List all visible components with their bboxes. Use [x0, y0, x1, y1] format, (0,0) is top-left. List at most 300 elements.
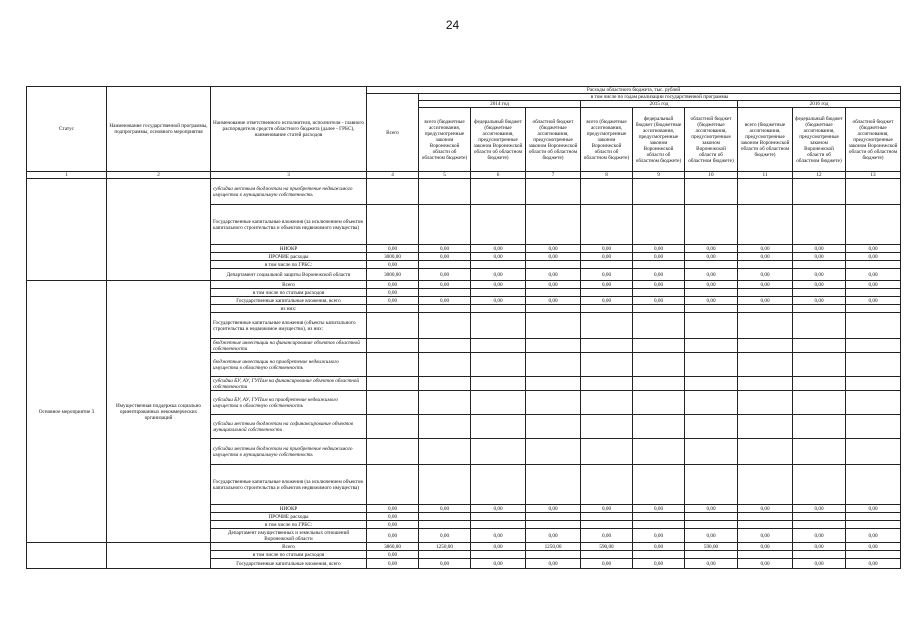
value-cell [846, 205, 901, 245]
value-cell [633, 513, 685, 521]
row-label: НИОКР [211, 505, 367, 513]
value-cell [526, 289, 581, 297]
value-cell: 0,00 [419, 297, 471, 305]
value-cell [846, 465, 901, 505]
value-cell [526, 415, 581, 439]
hdr-col-all: всего (бюджетные ассигнования, предусмотренные законом Воронежской области об областном бюджете) [738, 108, 793, 172]
value-cell: 0,00 [367, 559, 419, 569]
row-label: НИОКР [211, 245, 367, 253]
value-cell: 0,00 [633, 245, 685, 253]
value-cell: 0,00 [633, 297, 685, 305]
value-cell: 0,00 [419, 245, 471, 253]
value-cell: 3000,00 [367, 269, 419, 281]
value-cell [471, 179, 526, 205]
value-cell: 0,00 [738, 505, 793, 513]
row-label: из них: [211, 305, 367, 313]
hdr-year-2016: 2016 год [738, 101, 901, 108]
col-number: 3 [211, 172, 367, 179]
value-cell [581, 551, 633, 559]
value-cell [419, 179, 471, 205]
value-cell [419, 521, 471, 529]
value-cell [471, 313, 526, 339]
value-cell: 0,00 [793, 253, 846, 261]
value-cell [633, 289, 685, 297]
value-cell [793, 261, 846, 269]
value-cell: 0,00 [685, 269, 738, 281]
value-cell [419, 465, 471, 505]
value-cell: 0,00 [738, 281, 793, 289]
value-cell [793, 377, 846, 391]
value-cell: 0,00 [846, 269, 901, 281]
row-label: в том числе по статьям расходов [211, 289, 367, 297]
value-cell [685, 415, 738, 439]
value-cell [738, 339, 793, 353]
row-label: субсидии местным бюджетам на приобретение недвижимого имущества в муниципальную собственность [211, 439, 367, 465]
value-cell: 0,00 [738, 245, 793, 253]
row-label: бюджетные инвестиции на приобретение недвижимого имущества в областную собственность [211, 353, 367, 377]
value-cell: 0,00 [581, 253, 633, 261]
value-cell [846, 289, 901, 297]
value-cell [846, 313, 901, 339]
row-label: субсидии БУ, АУ, ГУПам на приобретение недвижимого имущества в областную собственность [211, 391, 367, 415]
value-cell [793, 313, 846, 339]
value-cell [471, 305, 526, 313]
value-cell: 0,00 [738, 269, 793, 281]
value-cell [526, 391, 581, 415]
row-label: в том числе по статьям расходов [211, 551, 367, 559]
value-cell [471, 551, 526, 559]
value-cell: 0,00 [581, 559, 633, 569]
hdr-col-fed: федеральный бюджет (бюджетные ассигнования, предусмотренные законом Воронежской области об областном бюджете) [633, 108, 685, 172]
value-cell: 0,00 [685, 281, 738, 289]
value-cell [526, 377, 581, 391]
value-cell [471, 353, 526, 377]
value-cell [846, 521, 901, 529]
value-cell [633, 205, 685, 245]
value-cell: 0,00 [793, 529, 846, 543]
value-cell [471, 513, 526, 521]
event-name: Имущественная поддержка социально ориентированных некоммерческих организаций [107, 281, 211, 543]
value-cell [581, 313, 633, 339]
value-cell: 0,00 [471, 297, 526, 305]
hdr-year-2015: 2015 год [581, 101, 738, 108]
value-cell [419, 313, 471, 339]
value-cell: 0,00 [793, 559, 846, 569]
value-cell: 0,00 [367, 505, 419, 513]
value-cell [367, 465, 419, 505]
value-cell: 0,00 [367, 551, 419, 559]
value-cell: 0,00 [526, 559, 581, 569]
table-row [27, 179, 901, 205]
col-number: 13 [846, 172, 901, 179]
value-cell [526, 513, 581, 521]
value-cell [367, 339, 419, 353]
value-cell: 0,00 [685, 505, 738, 513]
hdr-top: Расходы областного бюджета, тыс. рублей [367, 87, 901, 94]
value-cell [526, 439, 581, 465]
value-cell [685, 391, 738, 415]
value-cell: 0,00 [367, 513, 419, 521]
value-cell [419, 415, 471, 439]
value-cell: 0,00 [846, 505, 901, 513]
value-cell: 0,00 [471, 269, 526, 281]
value-cell [471, 377, 526, 391]
value-cell: 0,00 [846, 253, 901, 261]
value-cell [581, 465, 633, 505]
blank-cell [27, 543, 107, 569]
value-cell [685, 305, 738, 313]
value-cell [633, 521, 685, 529]
value-cell [738, 439, 793, 465]
value-cell: 0,00 [793, 269, 846, 281]
column-numbers [27, 172, 901, 179]
value-cell [581, 391, 633, 415]
value-cell [471, 261, 526, 269]
value-cell [738, 551, 793, 559]
row-label: Всего [211, 281, 367, 289]
row-label: ПРОЧИЕ расходы [211, 513, 367, 521]
value-cell: 0,00 [738, 543, 793, 551]
value-cell [526, 305, 581, 313]
hdr-year-2014: 2014 год [419, 101, 581, 108]
value-cell [581, 339, 633, 353]
value-cell [581, 521, 633, 529]
value-cell [633, 415, 685, 439]
value-cell: 0,00 [846, 245, 901, 253]
value-cell: 0,00 [419, 505, 471, 513]
value-cell [793, 179, 846, 205]
value-cell [633, 339, 685, 353]
value-cell [846, 551, 901, 559]
value-cell [471, 339, 526, 353]
col-number: 1 [27, 172, 107, 179]
value-cell [633, 179, 685, 205]
value-cell [471, 205, 526, 245]
row-label: субсидии местным бюджетам на приобретение недвижимого имущества в муниципальную собственность [211, 179, 367, 205]
value-cell [419, 339, 471, 353]
value-cell [846, 391, 901, 415]
value-cell: 0,00 [419, 281, 471, 289]
value-cell: 0,00 [581, 281, 633, 289]
value-cell [633, 313, 685, 339]
hdr-col-all: всего (бюджетные ассигнования, предусмотренные законом Воронежской области об областном бюджете) [419, 108, 471, 172]
value-cell: 0,00 [793, 245, 846, 253]
value-cell [738, 313, 793, 339]
value-cell: 0,00 [581, 529, 633, 543]
value-cell [367, 353, 419, 377]
row-label: Государственные капитальные вложения, всего [211, 297, 367, 305]
value-cell [846, 339, 901, 353]
value-cell [526, 261, 581, 269]
table-body [27, 179, 901, 569]
value-cell: 0,00 [419, 529, 471, 543]
value-cell: 0,00 [471, 505, 526, 513]
value-cell: 0,00 [793, 297, 846, 305]
col-number: 5 [419, 172, 471, 179]
value-cell [367, 415, 419, 439]
blank-cell [107, 543, 211, 569]
value-cell: 0,00 [419, 559, 471, 569]
value-cell [419, 305, 471, 313]
value-cell [685, 521, 738, 529]
value-cell [738, 261, 793, 269]
value-cell: 0,00 [685, 297, 738, 305]
value-cell: 0,00 [526, 297, 581, 305]
value-cell: 0,00 [367, 281, 419, 289]
row-label: Государственные капитальные вложения (за исключением объектов капитального строительства и объектов недвижимого имущества) [211, 205, 367, 245]
row-label: Государственные капитальные вложения, всего [211, 559, 367, 569]
value-cell [633, 551, 685, 559]
col-number: 8 [581, 172, 633, 179]
hdr-col-fed: федеральный бюджет (бюджетные ассигнования, предусмотренные законом Воронежской области об областном бюджете) [471, 108, 526, 172]
hdr-col-reg: областной бюджет (бюджетные ассигнования, предусмотренные законом Воронежской области об областном бюджете) [685, 108, 738, 172]
value-cell [367, 179, 419, 205]
value-cell [367, 391, 419, 415]
value-cell: 3860,00 [367, 543, 419, 551]
value-cell: 0,00 [738, 253, 793, 261]
value-cell: 0,00 [367, 261, 419, 269]
value-cell: 0,00 [633, 559, 685, 569]
budget-table [26, 86, 901, 569]
value-cell [526, 339, 581, 353]
event-status: Основное мероприятие 3 [27, 281, 107, 543]
value-cell: 590,00 [685, 543, 738, 551]
value-cell: 0,00 [846, 529, 901, 543]
value-cell [738, 179, 793, 205]
col-number: 6 [471, 172, 526, 179]
value-cell [793, 339, 846, 353]
value-cell: 0,00 [526, 505, 581, 513]
value-cell [846, 415, 901, 439]
value-cell: 0,00 [738, 529, 793, 543]
value-cell [581, 261, 633, 269]
value-cell: 0,00 [581, 245, 633, 253]
value-cell: 0,00 [793, 281, 846, 289]
value-cell: 0,00 [633, 543, 685, 551]
value-cell [581, 439, 633, 465]
value-cell: 0,00 [793, 543, 846, 551]
value-cell [471, 439, 526, 465]
value-cell [685, 205, 738, 245]
value-cell [685, 339, 738, 353]
value-cell: 0,00 [367, 245, 419, 253]
value-cell [793, 289, 846, 297]
value-cell: 0,00 [419, 253, 471, 261]
value-cell: 0,00 [471, 559, 526, 569]
value-cell: 0,00 [846, 543, 901, 551]
value-cell [846, 513, 901, 521]
row-label: ПРОЧИЕ расходы [211, 253, 367, 261]
row-label: Государственные капитальные вложения (объекты капитального строительства и недвижимое имущество), из них: [211, 313, 367, 339]
row-label: в том числе по ГРБС: [211, 521, 367, 529]
value-cell [633, 353, 685, 377]
hdr-program: Наименование государственной программы, подпрограммы, основного мероприятия [107, 87, 211, 172]
col-number: 10 [685, 172, 738, 179]
value-cell [685, 439, 738, 465]
value-cell [793, 391, 846, 415]
row-label: субсидии местным бюджетам на софинансирование объектов муниципальной собственности [211, 415, 367, 439]
value-cell: 1250,00 [526, 543, 581, 551]
value-cell: 0,00 [367, 521, 419, 529]
value-cell [367, 313, 419, 339]
row-label: Департамент имущественных и земельных отношений Воронежской области [211, 529, 367, 543]
value-cell [419, 261, 471, 269]
value-cell [581, 513, 633, 521]
value-cell [526, 521, 581, 529]
value-cell: 0,00 [367, 289, 419, 297]
value-cell [633, 465, 685, 505]
value-cell [793, 205, 846, 245]
table-header [27, 87, 901, 179]
row-label: Всего [211, 543, 367, 551]
value-cell: 0,00 [367, 529, 419, 543]
value-cell [793, 551, 846, 559]
value-cell: 590,00 [581, 543, 633, 551]
value-cell: 0,00 [685, 253, 738, 261]
blank-cell [27, 179, 107, 281]
col-number: 2 [107, 172, 211, 179]
value-cell [581, 353, 633, 377]
value-cell: 0,00 [471, 281, 526, 289]
hdr-by-years: в том числе по годам реализации государственной программы [419, 94, 901, 101]
row-label: в том числе по ГРБС: [211, 261, 367, 269]
value-cell [793, 415, 846, 439]
value-cell: 1250,00 [419, 543, 471, 551]
value-cell [685, 261, 738, 269]
hdr-col-reg: областной бюджет (бюджетные ассигнования, предусмотренные законом Воронежской области об областном бюджете) [526, 108, 581, 172]
value-cell [581, 415, 633, 439]
value-cell [581, 305, 633, 313]
value-cell [846, 261, 901, 269]
hdr-total: Всего [367, 94, 419, 172]
value-cell [738, 465, 793, 505]
value-cell [526, 313, 581, 339]
table-row [27, 543, 901, 551]
value-cell [738, 513, 793, 521]
value-cell: 0,00 [685, 529, 738, 543]
value-cell [793, 439, 846, 465]
value-cell [793, 465, 846, 505]
value-cell [581, 377, 633, 391]
value-cell [846, 353, 901, 377]
value-cell [471, 465, 526, 505]
value-cell: 0,00 [581, 269, 633, 281]
value-cell: 0,00 [633, 253, 685, 261]
value-cell [526, 179, 581, 205]
value-cell [685, 513, 738, 521]
value-cell [419, 353, 471, 377]
row-label: Департамент социальной защиты Воронежской области [211, 269, 367, 281]
value-cell: 0,00 [471, 253, 526, 261]
value-cell: 0,00 [793, 505, 846, 513]
value-cell [471, 415, 526, 439]
col-number: 4 [367, 172, 419, 179]
value-cell [793, 353, 846, 377]
value-cell [738, 353, 793, 377]
value-cell [738, 521, 793, 529]
value-cell [793, 513, 846, 521]
row-label: бюджетные инвестиции на финансирование объектов областной собственности [211, 339, 367, 353]
value-cell [685, 465, 738, 505]
value-cell: 0,00 [526, 281, 581, 289]
value-cell: 0,00 [633, 505, 685, 513]
value-cell: 0,00 [526, 245, 581, 253]
value-cell: 0,00 [581, 505, 633, 513]
value-cell: 0,00 [471, 529, 526, 543]
value-cell: 0,00 [738, 297, 793, 305]
value-cell: 0,00 [367, 297, 419, 305]
value-cell [526, 353, 581, 377]
value-cell [738, 415, 793, 439]
value-cell [367, 439, 419, 465]
hdr-col-reg: областной бюджет (бюджетные ассигнования, предусмотренные законом Воронежской области об областном бюджете) [846, 108, 901, 172]
value-cell: 0,00 [846, 297, 901, 305]
value-cell: 0,00 [633, 529, 685, 543]
value-cell [685, 377, 738, 391]
value-cell [419, 513, 471, 521]
value-cell [846, 439, 901, 465]
blank-cell [107, 179, 211, 281]
value-cell: 0,00 [738, 559, 793, 569]
value-cell [685, 313, 738, 339]
value-cell [419, 551, 471, 559]
value-cell: 0,00 [581, 297, 633, 305]
value-cell [526, 205, 581, 245]
value-cell: 0,00 [685, 245, 738, 253]
value-cell [846, 305, 901, 313]
value-cell [419, 289, 471, 297]
value-cell [685, 353, 738, 377]
value-cell [419, 205, 471, 245]
value-cell: 0,00 [685, 559, 738, 569]
page-number: 24 [445, 18, 460, 32]
value-cell [471, 289, 526, 297]
value-cell [738, 391, 793, 415]
value-cell [419, 439, 471, 465]
value-cell: 0,00 [471, 543, 526, 551]
col-number: 12 [793, 172, 846, 179]
col-number: 11 [738, 172, 793, 179]
col-number: 7 [526, 172, 581, 179]
value-cell: 0,00 [846, 559, 901, 569]
value-cell: 0,00 [633, 269, 685, 281]
value-cell [685, 289, 738, 297]
value-cell: 3000,00 [367, 253, 419, 261]
row-label: Государственные капитальные вложения (за исключением объектов капитального строительства и объектов недвижимого имущества) [211, 465, 367, 505]
hdr-col-all: всего (бюджетные ассигнования, предусмотренные законом Воронежской области об областном бюджете) [581, 108, 633, 172]
value-cell [633, 261, 685, 269]
value-cell [633, 305, 685, 313]
value-cell [846, 377, 901, 391]
value-cell [846, 179, 901, 205]
value-cell: 0,00 [526, 529, 581, 543]
value-cell: 0,00 [846, 281, 901, 289]
hdr-executor: Наименование ответственного исполнителя, исполнителя - главного распорядителя средств областного бюджета (далее - ГРБС), наименование статей расходов [211, 87, 367, 172]
hdr-status: Статус [27, 87, 107, 172]
value-cell [471, 521, 526, 529]
value-cell [471, 391, 526, 415]
value-cell: 0,00 [526, 269, 581, 281]
value-cell [526, 551, 581, 559]
value-cell: 0,00 [471, 245, 526, 253]
value-cell [738, 305, 793, 313]
value-cell [526, 465, 581, 505]
row-label: субсидии БУ, АУ, ГУПам на финансирование объектов областной собственности [211, 377, 367, 391]
value-cell [581, 179, 633, 205]
value-cell [581, 289, 633, 297]
value-cell [367, 377, 419, 391]
value-cell [633, 391, 685, 415]
